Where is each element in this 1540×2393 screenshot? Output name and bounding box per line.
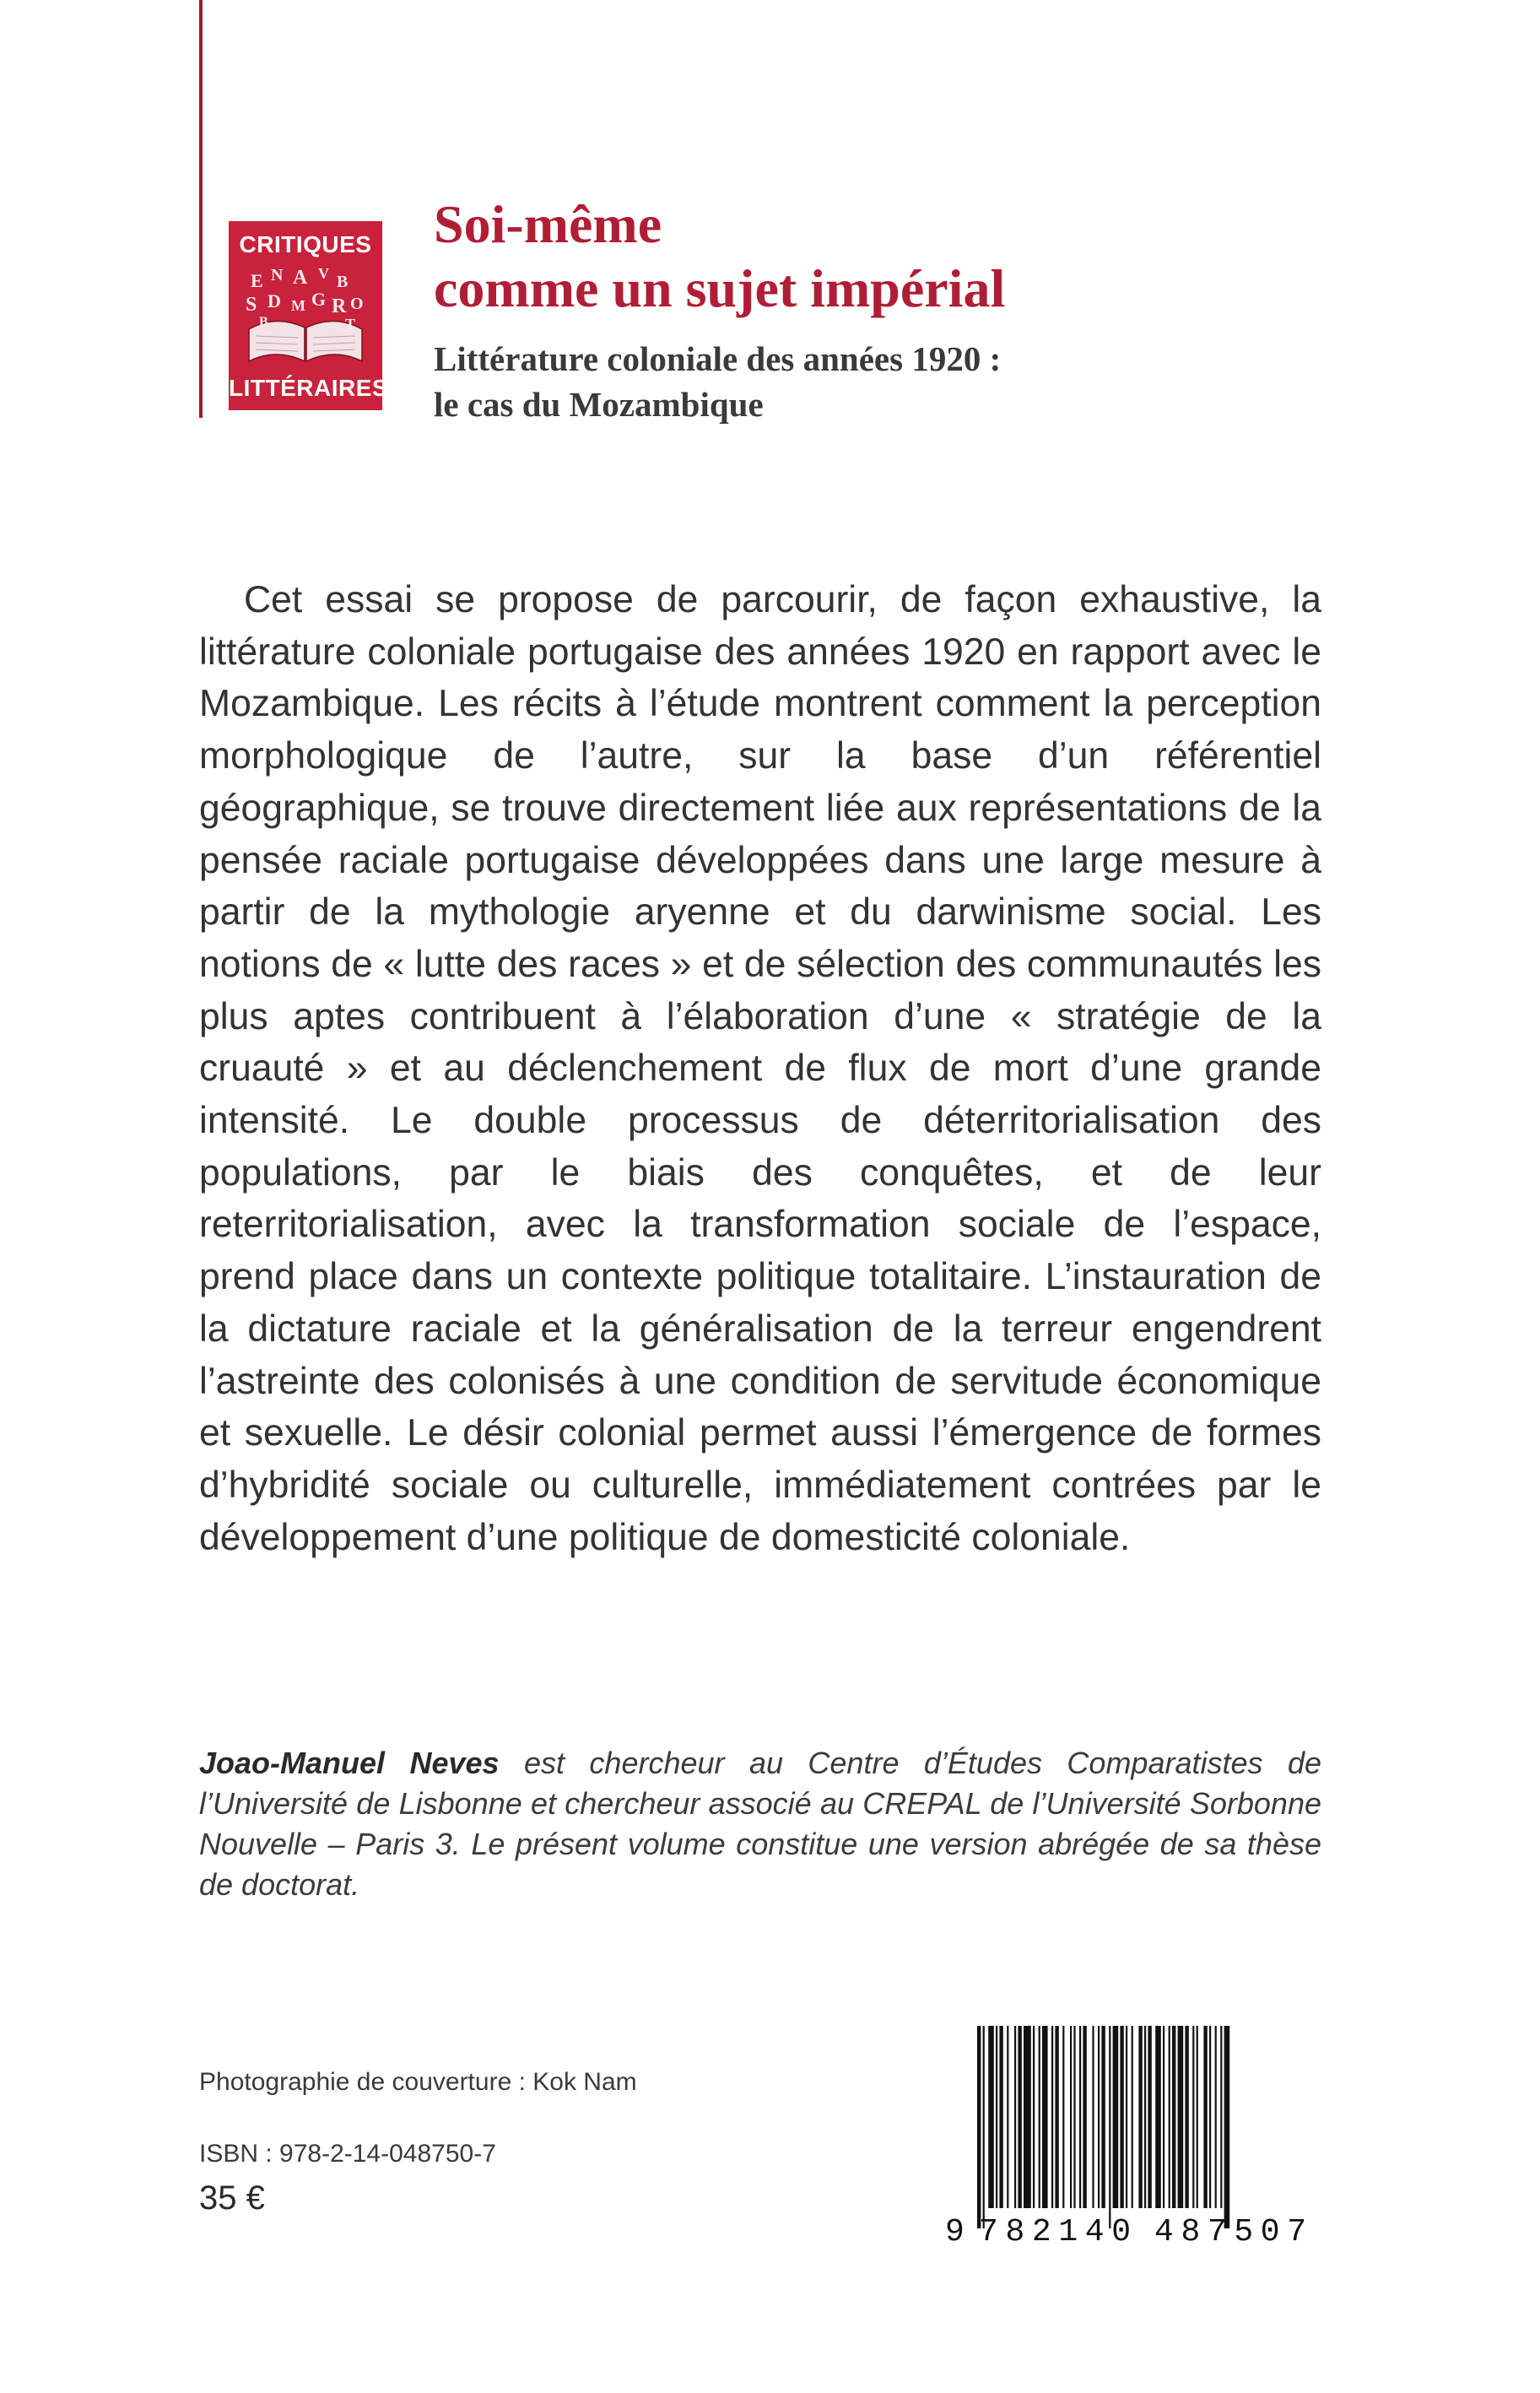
barcode xyxy=(943,2026,1327,2247)
barcode-bar xyxy=(1215,2026,1217,2208)
author-bio-text: est chercheur au Centre d’Études Comparatistes de l’Université de Lisbonne et chercheur associé au CREPAL de l’Université Sorbonne Nouvelle – Paris 3. Le présent volume constitue une version abrégée de sa thèse de doctorat. xyxy=(199,1746,1321,1902)
barcode-bar xyxy=(1178,2026,1184,2208)
collection-logo xyxy=(229,221,389,410)
barcode-bar xyxy=(988,2026,994,2208)
svg-text:V: V xyxy=(318,265,329,282)
logo-bottom-label: LITTÉRAIRES xyxy=(229,375,389,401)
barcode-bar xyxy=(1138,2026,1142,2208)
book-title xyxy=(434,192,1005,321)
barcode-bar xyxy=(1073,2026,1075,2208)
summary-paragraph xyxy=(199,574,1321,1563)
barcode-bar xyxy=(1079,2026,1081,2208)
barcode-digits-right: 487507 xyxy=(1154,2214,1306,2247)
barcode-bar xyxy=(1220,2026,1222,2208)
barcode-bar xyxy=(1055,2026,1058,2208)
svg-text:B: B xyxy=(337,273,349,291)
subtitle-line-1: Littérature coloniale des années 1920 : xyxy=(434,339,1002,378)
barcode-bar xyxy=(1098,2026,1100,2208)
barcode-bar xyxy=(1203,2026,1207,2208)
barcode-bar xyxy=(1039,2026,1040,2208)
photo-credit: Photographie de couverture : Kok Nam xyxy=(199,2068,637,2096)
barcode-bar xyxy=(1148,2026,1151,2208)
barcode-bar xyxy=(1209,2026,1211,2208)
red-vertical-rule xyxy=(199,0,203,418)
barcode-bar xyxy=(1163,2026,1164,2208)
author-bio xyxy=(199,1743,1321,1905)
barcode-bar xyxy=(1083,2026,1086,2208)
barcode-bar xyxy=(1007,2026,1008,2208)
barcode-bars xyxy=(977,2026,1229,2228)
barcode-bar xyxy=(1169,2026,1170,2208)
barcode-bar xyxy=(1101,2026,1105,2208)
book-subtitle xyxy=(434,336,1001,427)
barcode-bar xyxy=(1155,2026,1161,2208)
barcode-digits-left: 782140 xyxy=(979,2214,1131,2247)
barcode-bar xyxy=(1018,2026,1021,2208)
barcode-bar xyxy=(1132,2026,1133,2208)
barcode-bar xyxy=(983,2026,985,2228)
barcode-bar xyxy=(1113,2026,1119,2208)
subtitle-line-2: le cas du Mozambique xyxy=(434,385,764,424)
barcode-bar xyxy=(1070,2026,1072,2208)
author-name: Joao-Manuel Neves xyxy=(199,1746,500,1780)
barcode-bar xyxy=(1172,2026,1175,2208)
barcode-digit-prefix: 9 xyxy=(945,2214,965,2247)
barcode-bar xyxy=(1092,2026,1094,2208)
svg-text:B: B xyxy=(259,315,268,329)
barcode-bar xyxy=(996,2026,997,2208)
barcode-bar xyxy=(1042,2026,1048,2208)
svg-text:M: M xyxy=(291,297,305,314)
barcode-bar xyxy=(999,2026,1002,2208)
svg-text:D: D xyxy=(267,290,281,311)
barcode-bar xyxy=(1062,2026,1064,2208)
svg-text:N: N xyxy=(271,266,284,284)
summary-text: Cet essai se propose de parcourir, de façon exhaustive, la littérature coloniale portugaise des années 1920 en rapport avec le Mozambique. Les récits à l’étude montrent comment la perception morphologique de l’autre, sur la base d’un référentiel géographique, se trouve directement liée aux représentations de la pensée raciale portugaise développées dans une large mesure à partir de la mythologie aryenne et du darwinisme social. Les notions de « lutte des races » et de sélection des communautés les plus aptes contribuent à l’élaboration d’une « stratégie de la cruauté » et au déclenchement de flux de mort d’une grande intensité. Le double processus de déterritorialisation des populations, par le biais des conquêtes, et de leur reterritorialisation, avec la transformation sociale de l’espace, prend place dans un contexte politique totalitaire. L’instauration de la dictature raciale et la généralisation de la terreur engendrent l’astreinte des colonisés à une condition de servitude économique et sexuelle. Le désir colonial permet aussi l’émergence de formes d’hybridité sociale ou culturelle, immédiatement contrées par le développement d’une politique de domesticité coloniale. xyxy=(199,579,1321,1558)
open-book-letters-icon xyxy=(242,262,369,368)
svg-text:E: E xyxy=(251,270,263,291)
barcode-bar xyxy=(1197,2026,1198,2208)
svg-text:S: S xyxy=(246,294,257,316)
barcode-bar xyxy=(1051,2026,1053,2208)
barcode-bar xyxy=(1192,2026,1194,2208)
svg-text:R: R xyxy=(332,295,347,317)
barcode-bar xyxy=(1126,2026,1127,2208)
barcode-bar xyxy=(1224,2026,1230,2228)
barcode-bar xyxy=(1185,2026,1188,2208)
isbn: ISBN : 978-2-14-048750-7 xyxy=(199,2140,496,2168)
barcode-bar xyxy=(1024,2026,1031,2208)
barcode-bar xyxy=(1144,2026,1146,2208)
title-line-1: Soi-même xyxy=(434,194,662,254)
barcode-bar xyxy=(1120,2026,1123,2208)
price: 35 € xyxy=(199,2179,265,2217)
logo-top-label: CRITIQUES xyxy=(239,231,372,257)
title-line-2: comme un sujet impérial xyxy=(434,258,1006,318)
svg-text:G: G xyxy=(311,289,327,310)
svg-text:T: T xyxy=(345,316,356,333)
barcode-bar xyxy=(1033,2026,1035,2208)
barcode-bar xyxy=(977,2026,981,2228)
svg-text:O: O xyxy=(350,295,364,313)
svg-text:A: A xyxy=(293,267,308,289)
barcode-bar xyxy=(1109,2026,1110,2228)
barcode-bar xyxy=(1014,2026,1016,2208)
